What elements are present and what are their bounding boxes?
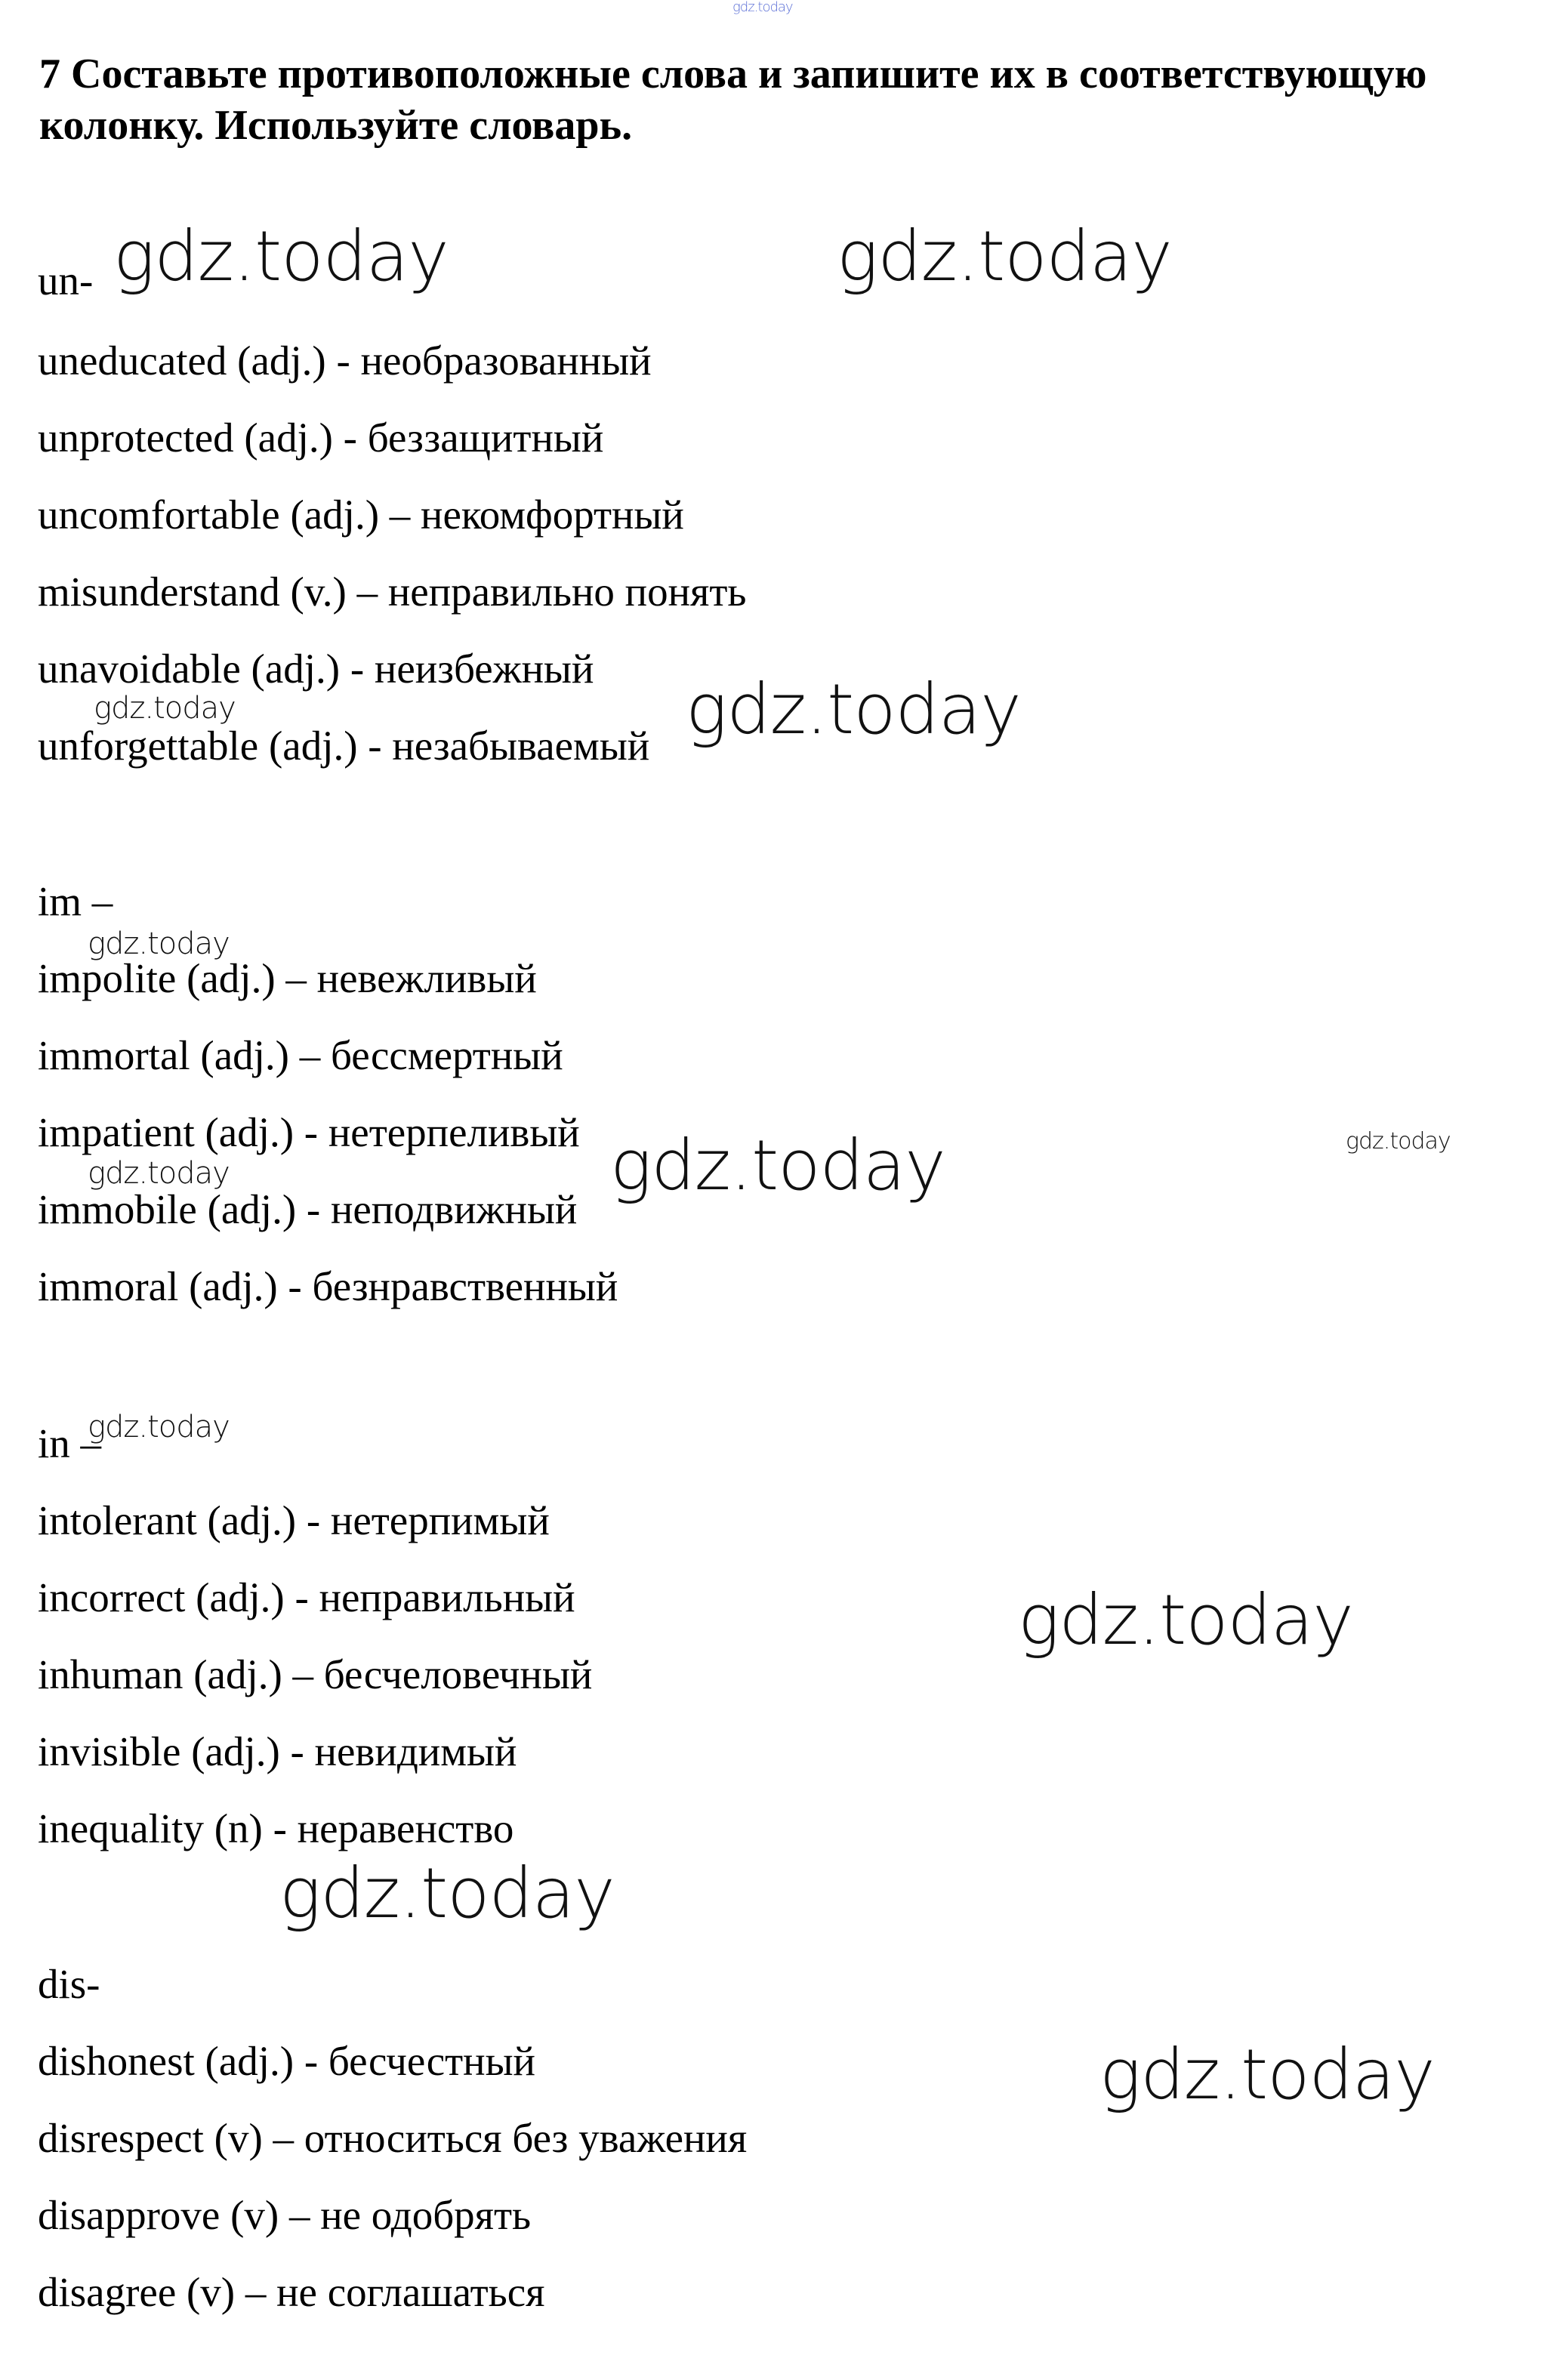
list-item: intolerant (adj.) - нетерпимый xyxy=(38,1497,550,1543)
list-item: inequality (n) - неравенство xyxy=(38,1805,514,1851)
watermark: gdz.today xyxy=(113,216,449,297)
list-item: inhuman (adj.) – бесчеловечный xyxy=(38,1651,593,1697)
list-item: immortal (adj.) – бессмертный xyxy=(38,1032,563,1078)
prefix-im: im – xyxy=(38,878,113,924)
list-item: impolite (adj.) – невежливый xyxy=(38,955,537,1001)
list-item: disapprove (v) – не одобрять xyxy=(38,2192,532,2238)
watermark: gdz.today xyxy=(1346,1128,1451,1155)
list-item: invisible (adj.) - невидимый xyxy=(38,1728,517,1774)
list-item: disrespect (v) – относиться без уважения xyxy=(38,2115,748,2161)
watermark: gdz.today xyxy=(88,1156,230,1191)
list-item: immoral (adj.) - безнравственный xyxy=(38,1263,618,1309)
watermark: gdz.today xyxy=(279,1853,615,1934)
list-item: unavoidable (adj.) - неизбежный xyxy=(38,646,594,692)
watermark: gdz.today xyxy=(1099,2034,1435,2115)
list-item: immobile (adj.) - неподвижный xyxy=(38,1186,578,1232)
watermark: gdz.today xyxy=(94,691,236,726)
list-item: impatient (adj.) - нетерпеливый xyxy=(38,1109,580,1155)
prefix-dis: dis- xyxy=(38,1961,100,2007)
list-item: uneducated (adj.) - необразованный xyxy=(38,338,652,384)
watermark: gdz.today xyxy=(88,926,230,961)
watermark: gdz.today xyxy=(686,669,1021,750)
watermark: gdz.today xyxy=(610,1125,945,1206)
watermark: gdz.today xyxy=(837,216,1172,297)
list-item: disagree (v) – не соглашаться xyxy=(38,2269,545,2315)
watermark-top: gdz.today xyxy=(732,0,793,15)
list-item: misunderstand (v.) – неправильно понять xyxy=(38,569,747,615)
watermark: gdz.today xyxy=(1018,1580,1353,1660)
list-item: unforgettable (adj.) - незабываемый xyxy=(38,723,650,769)
list-item: dishonest (adj.) - бесчестный xyxy=(38,2038,535,2084)
list-item: uncomfortable (adj.) – некомфортный xyxy=(38,492,684,538)
task-heading: 7 Составьте противоположные слова и запишите их в соответствующую колонку. Используйте словарь. xyxy=(39,51,1427,149)
watermark: gdz.today xyxy=(88,1410,230,1444)
list-item: incorrect (adj.) - неправильный xyxy=(38,1574,575,1620)
prefix-un: un- xyxy=(38,257,94,304)
list-item: unprotected (adj.) - беззащитный xyxy=(38,415,604,461)
prefix-in: in – xyxy=(38,1420,102,1466)
